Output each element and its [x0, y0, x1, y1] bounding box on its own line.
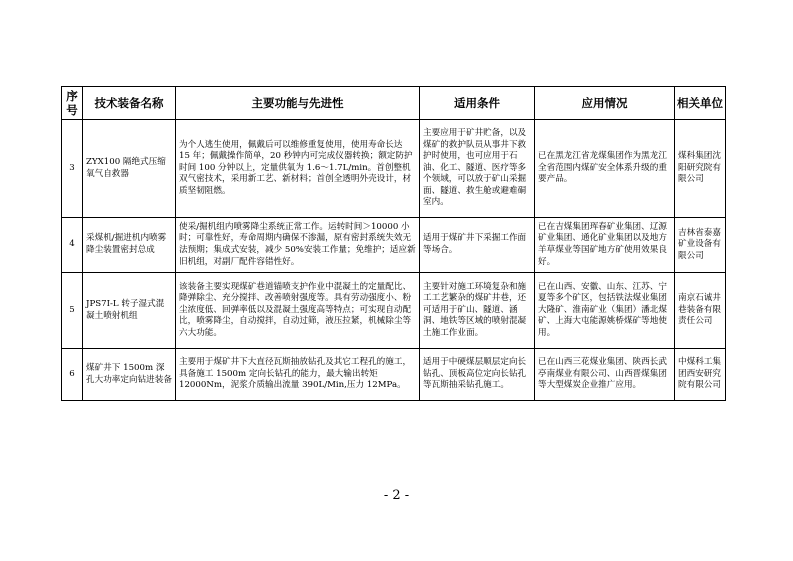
cell-unit: 吉林省泰嘉矿业设备有限公司	[675, 218, 726, 273]
header-conditions: 适用条件	[420, 87, 535, 120]
cell-function: 使采/掘机组内喷雾降尘系统正常工作。运转时间＞10000 小时；可靠性好，寿命周期内确保不渗漏，原有密封系统失效无法预期；集成式安装，减少 50%安装工作量；免维护；适应新旧机组，对副厂配件容错性好。	[176, 218, 420, 273]
cell-equipment-name: 采煤机/掘进机内喷雾降尘装置密封总成	[83, 218, 176, 273]
cell-unit: 中煤科工集团西安研究院有限公司	[675, 349, 726, 401]
table-header-row	[62, 87, 726, 120]
cell-conditions: 适用于中硬煤层顺层定向长钻孔、顶板高位定向长钻孔等瓦斯抽采钻孔施工。	[420, 349, 535, 401]
header-serial: 序号	[62, 87, 83, 120]
cell-conditions: 适用于煤矿井下采掘工作面等场合。	[420, 218, 535, 273]
cell-function: 该装备主要实现煤矿巷道锚喷支护作业中混凝土的定量配比、降弹除尘、充分搅拌、改善喷射强度等。具有劳动强度小、粉尘浓度低、回弹率低以及混凝土强度高等特点；可实现自动配比，喷雾降尘，自动搅拌，自动过筛，液压拉紧，机械除尘等六大功能。	[176, 273, 420, 349]
cell-serial: 4	[62, 218, 83, 273]
header-equipment-name: 技术装备名称	[83, 87, 176, 120]
cell-function: 主要用于煤矿井下大直径瓦斯抽放钻孔及其它工程孔的施工，具备施工 1500m 定向长钻孔的能力，最大输出转矩 12000Nm，泥浆介质输出流量 390L/Min,压力 12MPa。	[176, 349, 420, 401]
equipment-table	[61, 86, 726, 401]
cell-application: 已在山西、安徽、山东、江苏、宁夏等多个矿区，包括铁法煤业集团大隆矿、淮南矿业（集团）潘北煤矿、上海大屯能源姚桥煤矿等地使用。	[535, 273, 675, 349]
table-row	[62, 273, 726, 349]
header-function: 主要功能与先进性	[176, 87, 420, 120]
cell-serial: 6	[62, 349, 83, 401]
cell-conditions: 主要针对施工环境复杂和施工工艺繁杂的煤矿井巷，还可适用于矿山、隧道、涵洞、地铁等区域的喷射混凝土施工作业面。	[420, 273, 535, 349]
table-row	[62, 120, 726, 218]
page-number: - 2 -	[383, 488, 410, 503]
cell-unit: 南京石诚井巷装备有限责任公司	[675, 273, 726, 349]
cell-equipment-name: ZYX100 隔绝式压缩氧气自救器	[83, 120, 176, 218]
cell-equipment-name: 煤矿井下 1500m 深孔大功率定向钻进装备	[83, 349, 176, 401]
table-row	[62, 349, 726, 401]
cell-conditions: 主要应用于矿井贮备，以及煤矿的救护队员从事井下救护时使用，也可应用于石油、化工、隧道、医疗等多个领域，可以放于矿山采掘面、隧道、救生舱或避难硐室内。	[420, 120, 535, 218]
cell-serial: 3	[62, 120, 83, 218]
cell-unit: 煤科集团沈阳研究院有限公司	[675, 120, 726, 218]
table-row	[62, 218, 726, 273]
cell-serial: 5	[62, 273, 83, 349]
cell-application: 已在黑龙江省龙煤集团作为黑龙江全省范围内煤矿安全体系升级的重要产品。	[535, 120, 675, 218]
cell-application: 已在吉煤集团珲春矿业集团、辽源矿业集团、通化矿业集团以及地方羊草煤业等国矿地方矿使用效果良好。	[535, 218, 675, 273]
cell-function: 为个人逃生使用，佩戴后可以维修重复使用，使用寿命长达 15 年；佩戴操作简单，20 秒钟内可完成仪器转换；额定防护时间 100 分钟以上，定量供氧为 1.6～1.7L/min。首创整机双气密技术，采用新工艺、新材料；首创全透明外壳设计，材质坚韧阻燃。	[176, 120, 420, 218]
cell-equipment-name: JPS7I-L 转子湿式混凝土喷射机组	[83, 273, 176, 349]
header-application: 应用情况	[535, 87, 675, 120]
header-unit: 相关单位	[675, 87, 726, 120]
cell-application: 已在山西三花煤业集团、陕西长武亭南煤业有限公司、山西晋煤集团等大型煤炭企业推广应用。	[535, 349, 675, 401]
